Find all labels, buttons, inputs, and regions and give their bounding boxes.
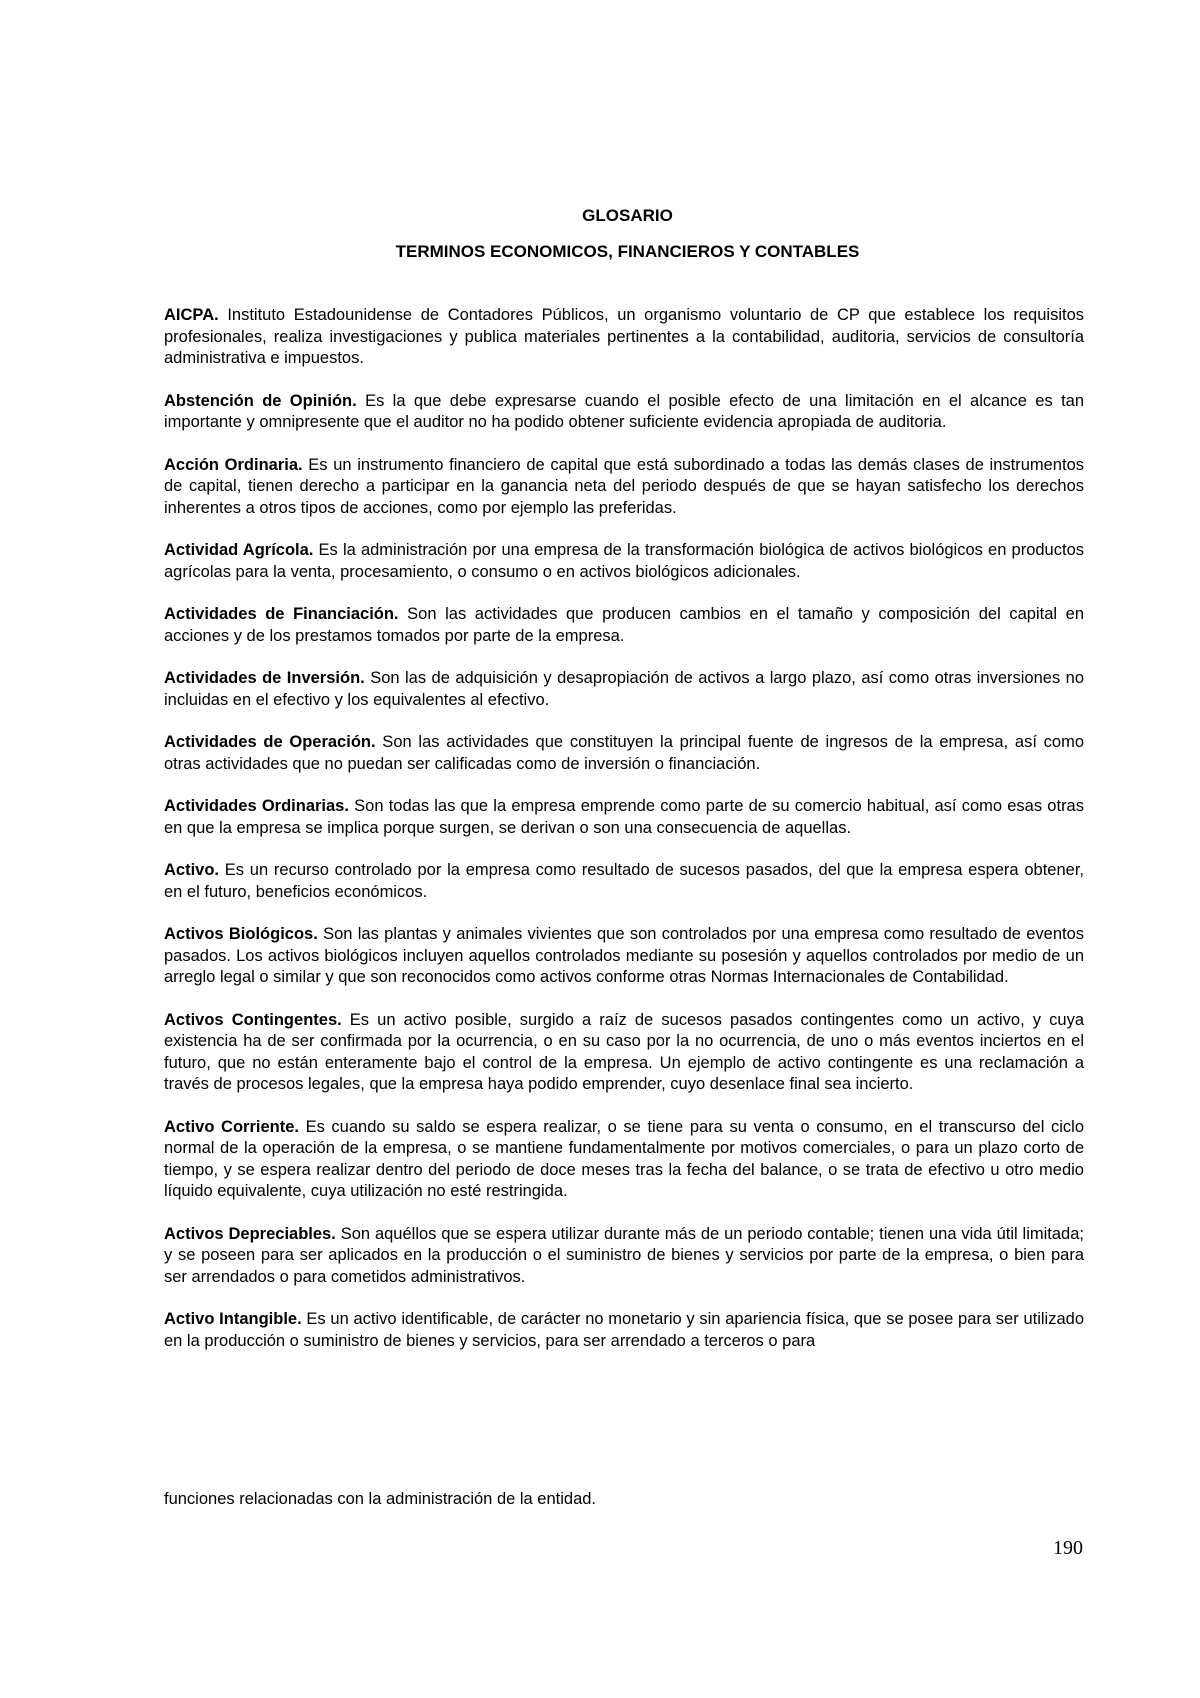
glossary-entry-activos-biologicos	[164, 924, 1084, 989]
page-number: 190	[1053, 1537, 1083, 1559]
glossary-entry-activo-corriente	[164, 1117, 1084, 1203]
glossary-definition: Es un activo identificable, de carácter no monetario y sin apariencia física, que se posee para ser utilizado en la producción o suministro de bienes y servicios, para ser arrendado a terceros o para	[164, 1310, 1084, 1350]
glossary-definition: Son aquéllos que se espera utilizar durante más de un periodo contable; tienen una vida útil limitada; y se poseen para ser aplicados en la producción o el suministro de bienes y servicios por parte de la empresa, o bien para ser arrendados o para cometidos administrativos.	[164, 1224, 1084, 1286]
document-subtitle: TERMINOS ECONOMICOS, FINANCIEROS Y CONTABLES	[395, 242, 860, 261]
glossary-list	[164, 305, 1084, 1373]
glossary-entry-actividad-agricola	[164, 540, 1084, 583]
glossary-definition: Es un activo posible, surgido a raíz de sucesos pasados contingentes como un activo, y cuya existencia ha de ser confirmada por la ocurrencia, o en su caso por la no ocurrencia, de uno o más eventos inciertos en el futuro, que no están enteramente bajo el control de la empresa. Un ejemplo de activo contingente es una reclamación a través de procesos legales, que la empresa haya podido emprender, cuyo desenlace final sea incierto.	[164, 1010, 1084, 1093]
glossary-definition: Son las actividades que producen cambios en el tamaño y composición del capital en acciones y de los prestamos tomados por parte de la empresa.	[164, 605, 1084, 645]
glossary-definition: Es cuando su saldo se espera realizar, o se tiene para su venta o consumo, en el transcurso del ciclo normal de la operación de la empresa, o se mantiene fundamentalmente por motivos comerciales, o para un plazo corto de tiempo, y se espera realizar dentro del periodo de doce meses tras la fecha del balance, o se trata de efectivo u otro medio líquido equivalente, cuya utilización no esté restringida.	[164, 1117, 1084, 1200]
glossary-entry-actividades-ordinarias	[164, 796, 1084, 839]
glossary-definition: Es un instrumento financiero de capital que está subordinado a todas las demás clases de instrumentos de capital, tienen derecho a participar en la ganancia neta del periodo después de que se hayan satisfecho los derechos inherentes a otros tipos de acciones, como por ejemplo las preferidas.	[164, 455, 1084, 517]
glossary-term: Actividades de Financiación.	[164, 605, 399, 623]
glossary-entry-abstencion-de-opinion	[164, 391, 1084, 434]
glossary-definition: Son las de adquisición y desapropiación de activos a largo plazo, así como otras inversiones no incluidas en el efectivo y los equivalentes al efectivo.	[164, 669, 1085, 709]
glossary-term: Actividad Agrícola.	[164, 541, 314, 559]
glossary-term: Acción Ordinaria.	[164, 455, 303, 474]
glossary-term: AICPA.	[164, 306, 219, 324]
glossary-entry-actividades-de-operacion	[164, 732, 1084, 775]
glossary-term: Activos Contingentes.	[164, 1010, 342, 1029]
glossary-continuation: funciones relacionadas con la administración de la entidad.	[164, 1490, 597, 1508]
glossary-term: Activo Corriente.	[164, 1117, 299, 1136]
glossary-entry-aicpa	[164, 305, 1084, 370]
glossary-definition: Instituto Estadounidense de Contadores Públicos, un organismo voluntario de CP que establece los requisitos profesionales, realiza investigaciones y publica materiales pertinentes a la contabilidad, auditoria, servicios de consultoría administrativa e impuestos.	[164, 306, 1084, 367]
glossary-definition: Son todas las que la empresa emprende como parte de su comercio habitual, así como esas otras en que la empresa se implica porque surgen, se derivan o son una consecuencia de aquellas.	[164, 797, 1084, 837]
glossary-term: Actividades de Operación.	[164, 733, 376, 751]
document-title: GLOSARIO	[582, 206, 673, 225]
glossary-term: Activos Depreciables.	[164, 1224, 336, 1243]
glossary-term: Actividades de Inversión.	[164, 669, 365, 687]
glossary-entry-actividades-de-financiacion	[164, 604, 1084, 647]
glossary-entry-activo-intangible	[164, 1309, 1084, 1352]
glossary-entry-actividades-de-inversion	[164, 668, 1084, 711]
glossary-entry-accion-ordinaria	[164, 455, 1084, 520]
glossary-entry-activo	[164, 860, 1084, 903]
glossary-definition: Son las plantas y animales vivientes que son controlados por una empresa como resultado de eventos pasados. Los activos biológicos incluyen aquellos controlados mediante su posesión y aquellos controlados por medio de un arreglo legal o similar y que son reconocidos como activos conforme otras Normas Internacionales de Contabilidad.	[164, 925, 1085, 986]
glossary-term: Actividades Ordinarias.	[164, 797, 349, 815]
glossary-definition: Es un recurso controlado por la empresa como resultado de sucesos pasados, del que la empresa espera obtener, en el futuro, beneficios económicos.	[164, 861, 1084, 901]
glossary-entry-activos-contingentes	[164, 1010, 1084, 1096]
glossary-definition: Es la que debe expresarse cuando el posible efecto de una limitación en el alcance es tan importante y omnipresente que el auditor no ha podido obtener suficiente evidencia apropiada de auditoria.	[164, 391, 1085, 431]
glossary-term: Activo.	[164, 861, 220, 879]
glossary-term: Abstención de Opinión.	[164, 391, 357, 410]
glossary-entry-activos-depreciables	[164, 1224, 1084, 1289]
glossary-definition: Son las actividades que constituyen la principal fuente de ingresos de la empresa, así como otras actividades que no puedan ser calificadas como de inversión o financiación.	[164, 733, 1084, 773]
glossary-term: Activo Intangible.	[164, 1310, 302, 1328]
glossary-term: Activos Biológicos.	[164, 925, 318, 943]
glossary-definition: Es la administración por una empresa de la transformación biológica de activos biológicos en productos agrícolas para la venta, procesamiento, o consumo o en activos biológicos adicionales.	[164, 541, 1084, 581]
